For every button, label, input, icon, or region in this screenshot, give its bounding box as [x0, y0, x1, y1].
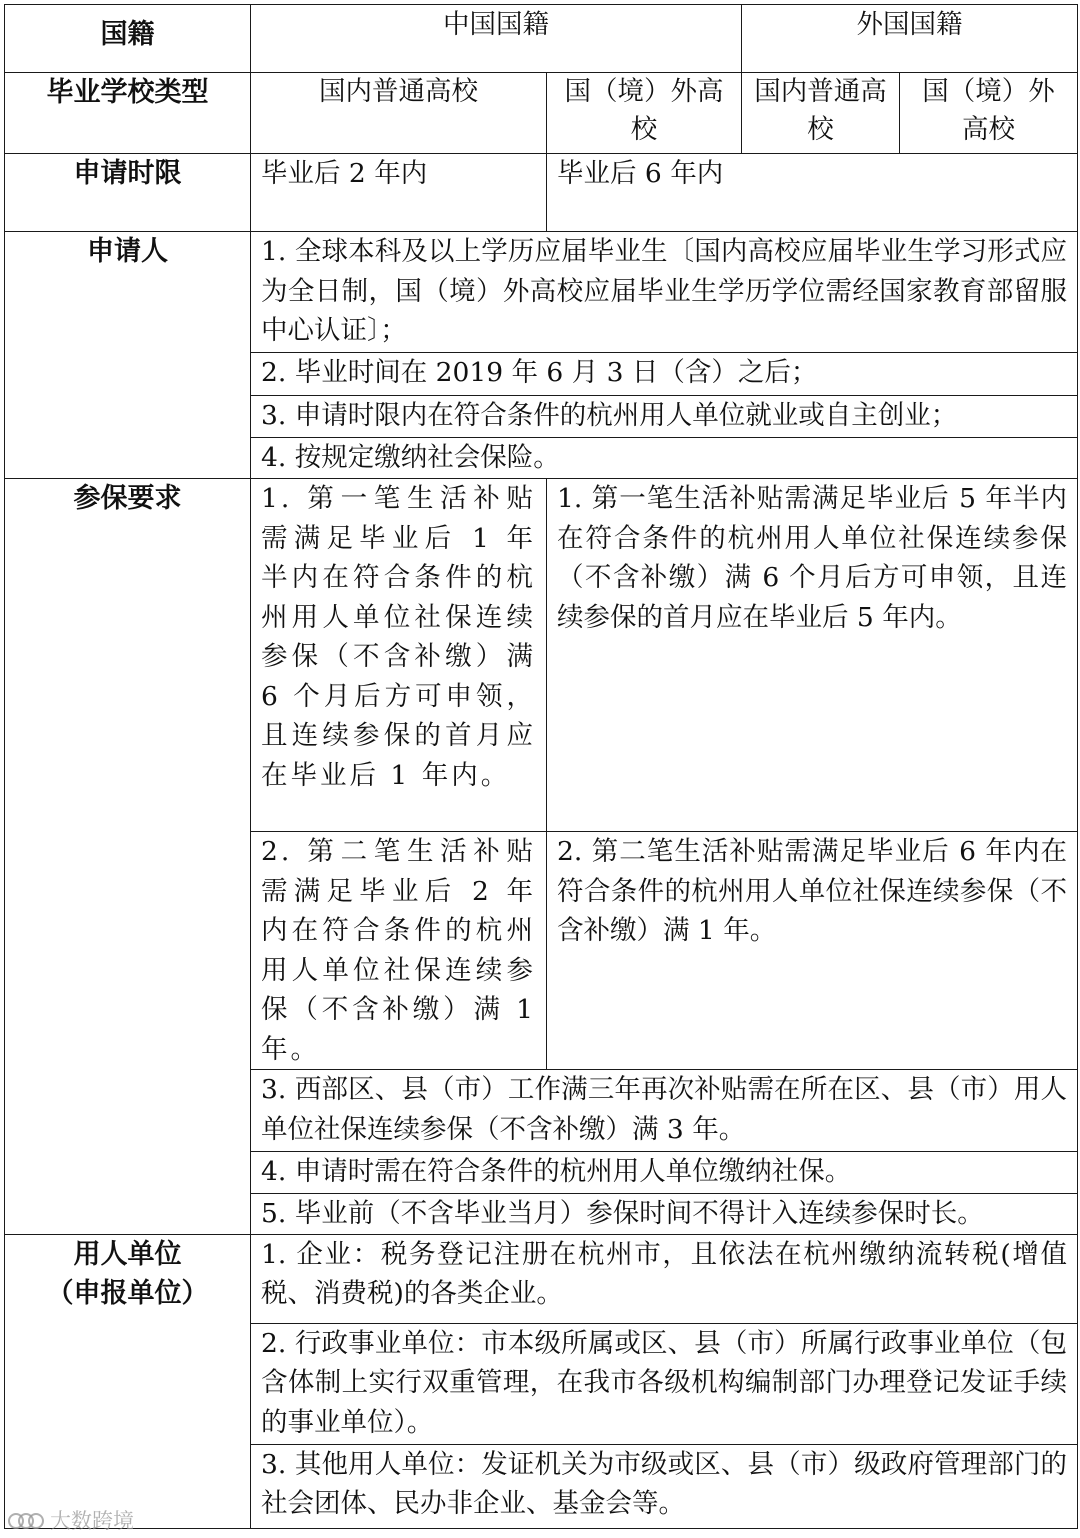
insurance-second-other: 2. 第二笔生活补贴需满足毕业后 6 年内在符合条件的杭州用人单位社保连续参保（不含补缴）满 1 年。 — [547, 832, 1078, 1070]
school-type-overseas-cn: 国（境）外高校 — [547, 73, 742, 154]
applicant-row-1 — [5, 232, 1078, 353]
insurance-second-domestic: 2. 第二笔生活补贴需满足毕业后 2 年内在符合条件的杭州用人单位社保连续参保（不含补缴）满 1 年。 — [251, 832, 547, 1070]
employer-label-line1: 用人单位 — [73, 1238, 182, 1270]
insurance-item-5: 5. 毕业前（不含毕业当月）参保时间不得计入连续参保时长。 — [251, 1194, 1078, 1235]
applicant-item-4: 4. 按规定缴纳社会保险。 — [251, 438, 1078, 479]
school-type-label: 毕业学校类型 — [5, 73, 251, 154]
watermark-text: 大数跨境 — [50, 1509, 134, 1533]
applicant-label: 申请人 — [5, 232, 251, 479]
time-limit-domestic: 毕业后 2 年内 — [251, 154, 547, 232]
applicant-item-3: 3. 申请时限内在符合条件的杭州用人单位就业或自主创业； — [251, 396, 1078, 438]
employer-item-1: 1. 企业：税务登记注册在杭州市，且依法在杭州缴纳流转税(增值税、消费税)的各类企业。 — [251, 1234, 1078, 1323]
chinese-nationality-header: 中国国籍 — [251, 5, 742, 73]
insurance-first-domestic: 1. 第一笔生活补贴需满足毕业后 1 年半内在符合条件的杭州用人单位社保连续参保（不含补缴）满 6 个月后方可申领，且连续参保的首月应在毕业后 1 年内。 — [251, 479, 547, 832]
school-type-row — [5, 73, 1078, 154]
employer-item-2: 2. 行政事业单位：市本级所属或区、县（市）所属行政事业单位（包含体制上实行双重管理，在我市各级机构编制部门办理登记发证手续的事业单位）。 — [251, 1323, 1078, 1444]
insurance-first-other: 1. 第一笔生活补贴需满足毕业后 5 年半内在符合条件的杭州用人单位社保连续参保（不含补缴）满 6 个月后方可申领，且连续参保的首月应在毕业后 5 年内。 — [547, 479, 1078, 832]
school-type-overseas-foreign: 国（境）外高校 — [900, 73, 1078, 154]
insurance-label: 参保要求 — [5, 479, 251, 1235]
applicant-item-1: 1. 全球本科及以上学历应届毕业生〔国内高校应届毕业生学习形式应为全日制，国（境）外高校应届毕业生学历学位需经国家教育部留服中心认证〕； — [251, 232, 1078, 353]
school-type-domestic-cn: 国内普通高校 — [251, 73, 547, 154]
nationality-label: 国籍 — [5, 5, 251, 73]
watermark-logo-icon — [8, 1510, 44, 1530]
employer-row-1 — [5, 1234, 1078, 1323]
insurance-item-4: 4. 申请时需在符合条件的杭州用人单位缴纳社保。 — [251, 1152, 1078, 1194]
nationality-row — [5, 5, 1078, 73]
employer-label-line2: （申报单位） — [46, 1278, 209, 1309]
time-limit-row — [5, 154, 1078, 232]
school-type-domestic-foreign: 国内普通高校 — [742, 73, 900, 154]
time-limit-other: 毕业后 6 年内 — [547, 154, 1078, 232]
employer-label — [5, 1234, 251, 1528]
watermark — [8, 1505, 134, 1535]
time-limit-label: 申请时限 — [5, 154, 251, 232]
applicant-item-2: 2. 毕业时间在 2019 年 6 月 3 日（含）之后； — [251, 353, 1078, 396]
foreign-nationality-header: 外国国籍 — [742, 5, 1078, 73]
employer-item-3: 3. 其他用人单位：发证机关为市级或区、县（市）级政府管理部门的社会团体、民办非企业、基金会等。 — [251, 1444, 1078, 1528]
insurance-item-3: 3. 西部区、县（市）工作满三年再次补贴需在所在区、县（市）用人单位社保连续参保（不含补缴）满 3 年。 — [251, 1070, 1078, 1152]
policy-table — [4, 4, 1078, 1529]
insurance-row-1 — [5, 479, 1078, 832]
